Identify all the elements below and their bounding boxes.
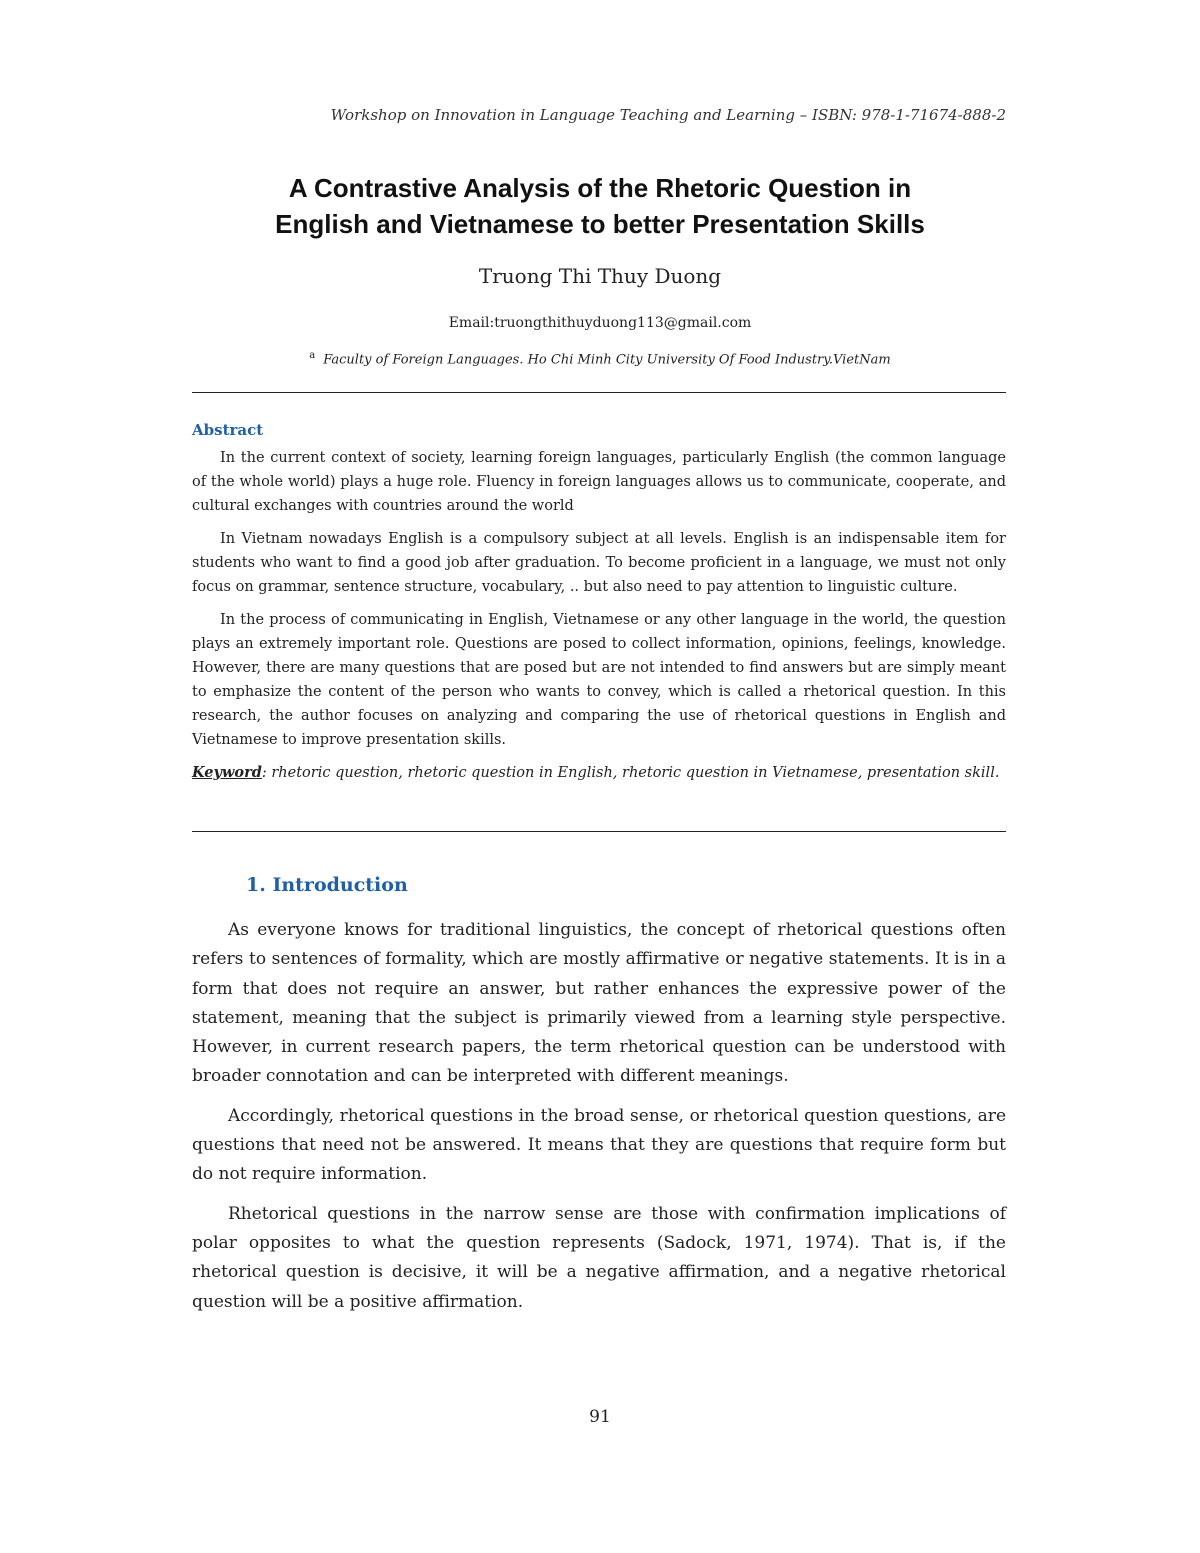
title-line-2: English and Vietnamese to better Presentation Skills	[275, 209, 925, 239]
abstract-paragraph: In the process of communicating in English, Vietnamese or any other language in the world, the question plays an extremely important role. Questions are posed to collect information, opinions, feelings, knowledge. However, there are many questions that are posed but are not intended to find answers but are simply meant to emphasize the content of the person who wants to convey, which is called a rhetorical question. In this research, the author focuses on analyzing and comparing the use of rhetorical questions in English and Vietnamese to improve presentation skills.	[192, 612, 1006, 748]
affiliation-marker: a	[309, 350, 316, 361]
author-email: Email:truongthithuyduong113@gmail.com	[448, 315, 752, 331]
section-heading-introduction: 1. Introduction	[246, 874, 408, 896]
author-affiliation	[150, 350, 1050, 367]
affiliation-text: Faculty of Foreign Languages. Ho Chi Minh City University Of Food Industry.VietNam	[323, 352, 891, 368]
body-paragraph: Rhetorical questions in the narrow sense are those with confirmation implications of polar opposites to what the question represents (Sadock, 1971, 1974). That is, if the rhetorical question is decisive, it will be a negative affirmation, and a negative rhetorical question will be a positive affirmation.	[192, 1203, 1006, 1312]
keywords	[192, 761, 1006, 785]
divider-top	[192, 392, 1006, 393]
body-paragraph: Accordingly, rhetorical questions in the broad sense, or rhetorical question questions, are questions that need not be answered. It means that they are questions that require form but do not require information.	[192, 1105, 1006, 1185]
abstract-paragraph: In Vietnam nowadays English is a compulsory subject at all levels. English is an indispensable item for students who want to find a good job after graduation. To become proficient in a language, we must not only focus on grammar, sentence structure, vocabulary, .. but also need to pay attention to linguistic culture.	[192, 531, 1006, 595]
running-header: Workshop on Innovation in Language Teaching and Learning – ISBN: 978-1-71674-888-2	[330, 106, 1006, 124]
keywords-text: : rhetoric question, rhetoric question in English, rhetoric question in Vietnamese, presentation skill.	[261, 765, 1000, 781]
paper-title	[150, 170, 1050, 242]
abstract-section	[192, 418, 1006, 785]
abstract-heading: Abstract	[192, 421, 264, 439]
abstract-paragraph: In the current context of society, learning foreign languages, particularly English (the common language of the whole world) plays a huge role. Fluency in foreign languages allows us to communicate, cooperate, and cultural exchanges with countries around the world	[192, 450, 1006, 514]
page-number: 91	[589, 1407, 611, 1427]
title-line-1: A Contrastive Analysis of the Rhetoric Question in	[288, 173, 912, 203]
introduction-body	[192, 916, 1006, 1327]
author-name: Truong Thi Thuy Duong	[478, 264, 722, 288]
body-paragraph: As everyone knows for traditional linguistics, the concept of rhetorical questions often refers to sentences of formality, which are mostly affirmative or negative statements. It is in a form that does not require an answer, but rather enhances the expressive power of the statement, meaning that the subject is primarily viewed from a learning style perspective. However, in current research papers, the term rhetorical question can be understood with broader connotation and can be interpreted with different meanings.	[192, 920, 1006, 1087]
keywords-label: Keyword	[192, 764, 262, 781]
divider-bottom	[192, 831, 1006, 832]
